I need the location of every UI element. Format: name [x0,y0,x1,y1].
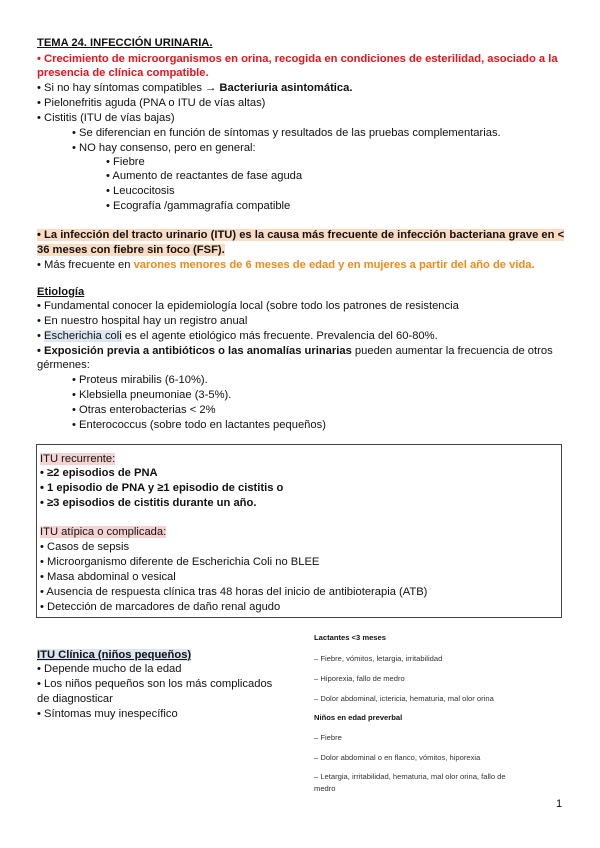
sub-line: • Se diferencian en función de síntomas y resultados de las pruebas complementarias. [72,127,501,139]
atipica-item: • Masa abdominal o vesical [40,571,176,583]
page-number: 1 [556,798,563,810]
lactantes-title: Lactantes <3 meses [314,633,386,642]
preverbal-item-cont: medro [314,784,336,793]
frequency-line: • Más frecuente en varones menores de 6 meses de edad y en mujeres a partir del año de vida. [37,259,535,271]
etiologia-line: • Fundamental conocer la epidemiología local (sobre todo los patrones de resistencia [37,300,459,312]
list-item: • Ecografía /gammagrafía compatible [106,200,291,212]
atipica-item: • Ausencia de respuesta clínica tras 48 horas del inicio de antibioterapia (ATB) [40,586,428,598]
clinica-item: • Los niños pequeños son los más complicados [37,678,273,690]
germ-item: • Klebsiella pneumoniae (3-5%). [72,389,232,401]
lactantes-item: – Fiebre, vómitos, letargia, irritabilidad [314,654,443,663]
key-fact-line-cont: 36 meses con fiebre sin foco (FSF). [37,244,225,256]
atipica-item: • Casos de sepsis [40,541,130,553]
etiologia-line: • Exposición previa a antibióticos o las anomalías urinarias pueden aumentar la frecuencia de otros [37,345,553,357]
clinica-heading: ITU Clínica (niños pequeños) [37,649,192,661]
recurrente-item: • 1 episodio de PNA y ≥1 episodio de cistitis o [40,482,284,494]
germ-item: • Otras enterobacterias < 2% [72,404,216,416]
clinica-item: • Síntomas muy inespecífico [37,708,178,720]
definition-line: • Crecimiento de microorganismos en orina, recogida en condiciones de esterilidad, asociado a la [37,53,558,65]
preverbal-title: Niños en edad preverbal [314,713,403,722]
lactantes-item: – Hiporexia, fallo de medro [314,674,405,683]
germ-item: • Enterococcus (sobre todo en lactantes pequeños) [72,419,326,431]
etiologia-line: • Escherichia coli es el agente etiológico más frecuente. Prevalencia del 60-80%. [37,330,438,342]
sub-line: • NO hay consenso, pero en general: [72,142,256,154]
asymptomatic-line: • Si no hay síntomas compatibles → Bacteriuria asintomática. [37,82,353,94]
etiologia-heading: Etiología [37,286,85,298]
recurrente-title: ITU recurrente: [40,453,116,465]
key-fact-line: • La infección del tracto urinario (ITU) es la causa más frecuente de infección bacteriana grave en < [37,229,565,241]
etiologia-line: • En nuestro hospital hay un registro anual [37,315,248,327]
cistitis-line: • Cistitis (ITU de vías bajas) [37,112,175,124]
atipica-item: • Microorganismo diferente de Escherichia Coli no BLEE [40,556,320,568]
list-item: • Aumento de reactantes de fase aguda [106,170,303,182]
recurrente-item: • ≥3 episodios de cistitis durante un año. [40,497,257,509]
preverbal-item: – Letargia, irritabilidad, hematuria, mal olor orina, fallo de [314,772,506,781]
atipica-item: • Detección de marcadores de daño renal agudo [40,601,281,613]
preverbal-item: – Fiebre [314,733,342,742]
page-title: TEMA 24. INFECCIÓN URINARIA. [37,37,213,49]
clinica-item: • Depende mucho de la edad [37,663,182,675]
pielonefritis-line: • Pielonefritis aguda (PNA o ITU de vías altas) [37,97,266,109]
recurrente-item: • ≥2 episodios de PNA [40,467,158,479]
etiologia-line-cont: gérmenes: [37,359,90,371]
list-item: • Fiebre [106,156,145,168]
atipica-title: ITU atípica o complicada: [40,526,167,538]
clinica-item-cont: de diagnosticar [37,693,113,705]
lactantes-item: – Dolor abdominal, ictericia, hematuria, mal olor orina [314,694,494,703]
definition-line-cont: presencia de clínica compatible. [37,67,209,79]
germ-item: • Proteus mirabilis (6-10%). [72,374,208,386]
list-item: • Leucocitosis [106,185,175,197]
preverbal-item: – Dolor abdominal o en flanco, vómitos, hiporexia [314,753,481,762]
